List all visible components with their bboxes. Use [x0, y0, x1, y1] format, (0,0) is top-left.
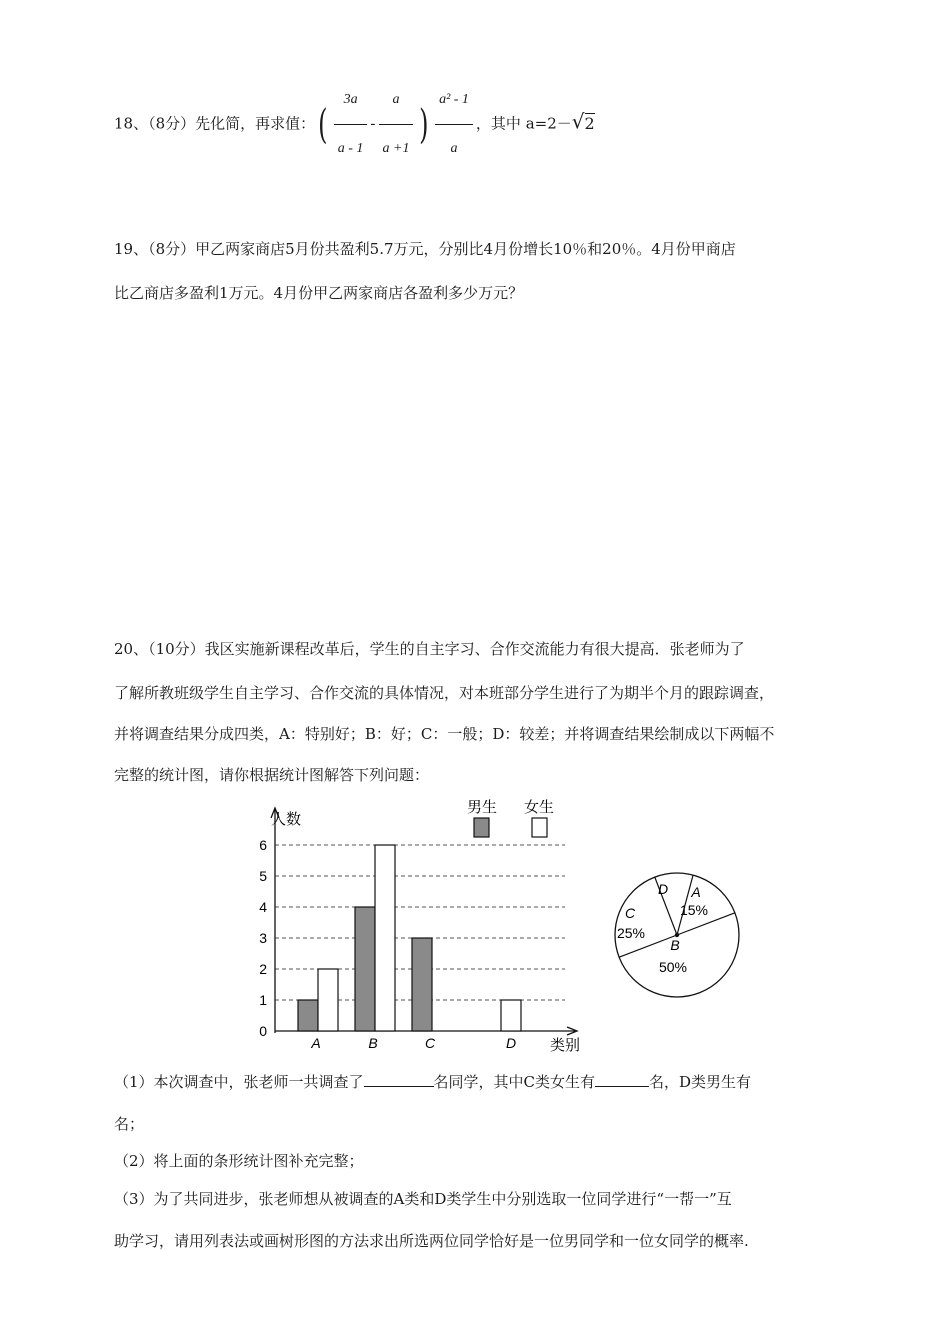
x-tick-label: A	[311, 1035, 321, 1051]
pie-value-a: 15%	[679, 902, 709, 918]
fraction-3-denominator: a	[450, 141, 458, 156]
bar-boys	[298, 1000, 318, 1031]
legend-swatch-girls	[532, 818, 547, 837]
q19-line-2: 比乙商店多盈利1万元。4月份甲乙两家商店各盈利多少万元？	[114, 284, 524, 302]
bar-boys	[412, 938, 432, 1031]
legend-label-girls: 女生	[524, 799, 555, 816]
bar-girls	[375, 845, 395, 1031]
bar-boys	[355, 907, 375, 1031]
x-tick-label: C	[424, 1035, 436, 1051]
answer-blank-total[interactable]	[364, 1070, 434, 1087]
q18-prefix: 18、（8分）先化简，再求值：	[114, 114, 316, 133]
minus-sign: -	[370, 114, 376, 133]
q18-suffix: ，其中 a=2－	[475, 114, 572, 133]
answer-blank-c-girls[interactable]	[595, 1070, 649, 1087]
q20-sub-3-line-2: 助学习，请用列表法或画树形图的方法求出所选两位同学恰好是一位男同学和一位女同学的概率.	[114, 1232, 749, 1250]
fraction-2	[379, 78, 414, 171]
question-18	[114, 78, 595, 156]
pie-label-c: C	[624, 905, 636, 921]
pie-label-a: A	[691, 884, 701, 900]
sub1-text-a: （1）本次调查中，张老师一共调查了	[114, 1073, 364, 1091]
q20-sub-1-cont: 名；	[114, 1115, 145, 1133]
sqrt-radicand: 2	[584, 113, 595, 133]
q20-sub-3-line-1: （3）为了共同进步，张老师想从被调查的A类和D类学生中分别选取一位同学进行“一帮一”互	[114, 1190, 732, 1208]
y-tick-label: 0	[259, 1023, 267, 1039]
x-tick-label: D	[505, 1035, 517, 1051]
pie-label-d: D	[657, 881, 669, 897]
q19-line-1: 19、（8分）甲乙两家商店5月份共盈利5.7万元，分别比4月份增长10％和20％。4月份甲商店	[114, 240, 736, 258]
fraction-1-numerator: 3a	[334, 78, 368, 125]
pie-value-c: 25%	[616, 925, 646, 941]
fraction-1	[334, 78, 368, 171]
legend-swatch-boys	[474, 818, 489, 837]
y-tick-label: 3	[259, 930, 267, 946]
legend-label-boys: 男生	[467, 799, 498, 816]
q20-sub-2: （2）将上面的条形统计图补充完整；	[114, 1152, 364, 1170]
x-tick-label: B	[368, 1035, 378, 1051]
x-axis-label: 类别	[550, 1037, 581, 1054]
sqrt-sign: √	[571, 109, 585, 134]
y-tick-label: 1	[259, 992, 267, 1008]
y-tick-label: 2	[259, 961, 267, 977]
q20-line-1: 20、（10分）我区实施新课程改革后，学生的自主字习、合作交流能力有很大提高．张老师为了	[114, 640, 745, 658]
q20-line-2: 了解所教班级学生自主学习、合作交流的具体情况，对本班部分学生进行了为期半个月的跟踪调查，	[114, 684, 775, 702]
pie-label-b: B	[670, 937, 680, 953]
bar-girls	[318, 969, 338, 1031]
y-tick-label: 5	[259, 868, 267, 884]
left-paren: (	[318, 101, 328, 148]
q20-line-4: 完整的统计图，请你根据统计图解答下列问题：	[114, 766, 430, 784]
bar-girls	[501, 1000, 521, 1031]
fraction-1-denominator: a - 1	[337, 141, 364, 156]
sub1-text-b: 名同学，其中C类女生有	[433, 1073, 596, 1091]
fraction-2-numerator: a	[379, 78, 414, 125]
y-tick-label: 4	[259, 899, 267, 915]
fraction-3	[435, 78, 473, 171]
sub1-text-c: 名，D类男生有	[649, 1073, 752, 1091]
q20-sub-1	[114, 1070, 751, 1092]
bar-chart	[245, 790, 595, 1055]
q20-line-3: 并将调查结果分成四类，A：特别好；B：好；C：一般；D：较差；并将调查结果绘制成以下两幅不	[114, 725, 775, 743]
right-paren: )	[419, 101, 429, 148]
y-axis-label: 人数	[271, 811, 302, 828]
fraction-3-numerator: a² - 1	[435, 78, 473, 125]
pie-value-b: 50%	[658, 959, 688, 975]
fraction-2-denominator: a +1	[382, 141, 410, 156]
pie-chart	[600, 860, 760, 1010]
y-tick-label: 6	[259, 837, 267, 853]
